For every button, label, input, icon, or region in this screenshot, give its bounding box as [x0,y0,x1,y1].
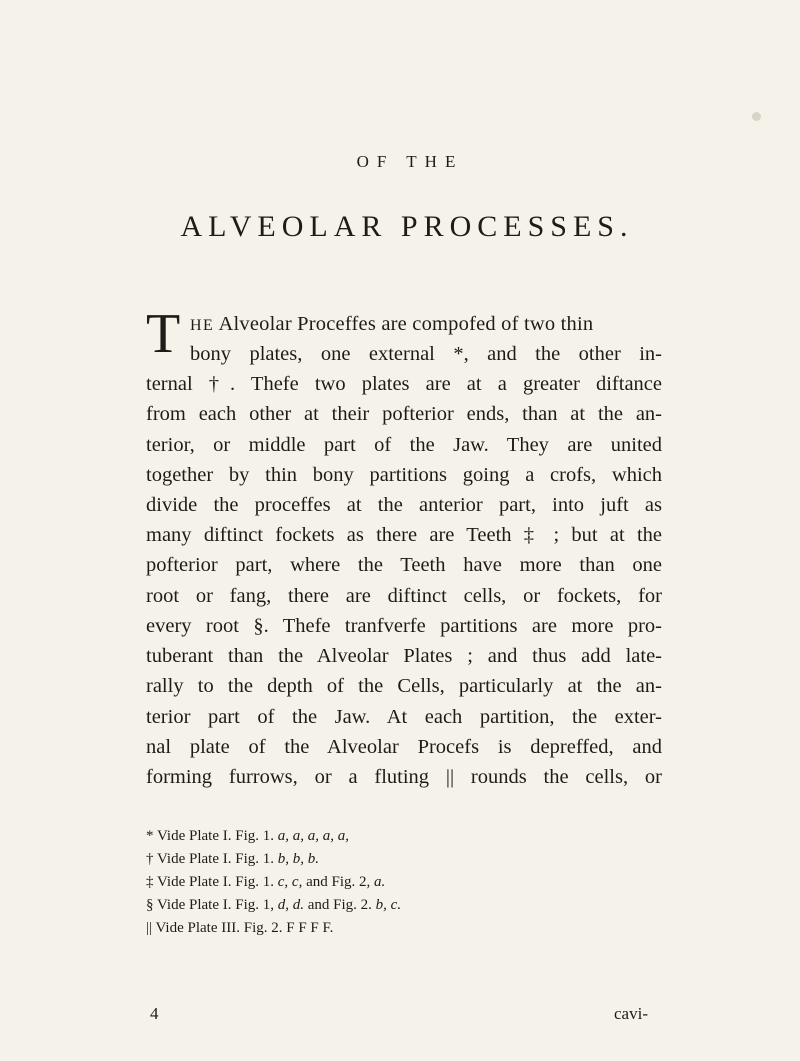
body-line-15: nal plate of the Alveolar Procefs is depreffed, and [146,736,662,758]
body-line-9: pofterior part, where the Teeth have more than one [146,554,662,576]
footnote-4 [146,896,401,914]
footnote-mark: * [146,828,154,844]
footnote-3 [146,873,385,891]
body-line-16: forming furrows, or a fluting || rounds the cells, or [146,766,662,788]
body-line-5: terior, or middle part of the Jaw. They are united [146,434,662,456]
footnote-text: Vide Plate I. Fig. 1. [156,874,278,890]
body-line-2: bony plates, one external *, and the other in- [190,343,662,365]
body-line-8: many diftinct fockets as there are Teeth ‡ ; but at the [146,524,662,546]
body-line-3: ternal †. Thefe two plates are at a greater diftance [146,373,662,395]
footnote-text: Vide Plate I. Fig. 1, [156,897,278,913]
body-line-14: terior part of the Jaw. At each partition, the exter- [146,706,662,728]
footnote-refs: b, b, b. [277,851,319,867]
footnote-text: Vide Plate III. Fig. 2. F F F F. [155,920,334,936]
footnote-mark: ‡ [146,874,154,890]
signature-mark: 4 [150,1004,159,1023]
footnote-text: Vide Plate I. Fig. 1. [156,851,278,867]
footnote-mark: || [146,920,153,936]
footnote-refs-2: b, c. [375,897,402,913]
body-line-10: root or fang, there are diftinct cells, or fockets, for [146,585,662,607]
first-line-text: Alveolar Proceffes are compofed of two thin [214,313,594,335]
body-line-7: divide the proceffes at the anterior part, into juft as [146,494,662,516]
footnote-refs: d, d. [277,897,304,913]
footnote-mark: § [146,897,154,913]
chapter-title: ALVEOLAR PROCESSES. [180,210,634,243]
body-line-6: together by thin bony partitions going a crofs, which [146,464,662,486]
body-line-12: tuberant than the Alveolar Plates ; and thus add late- [146,645,662,667]
body-line-13: rally to the depth of the Cells, particularly at the an- [146,675,662,697]
footnote-refs-2: a. [374,874,386,890]
footnote-2 [146,850,319,868]
heading-of-the: OF THE [356,152,464,171]
drop-cap: T [146,303,181,365]
footnote-1 [146,827,349,845]
footnote-text-2: and Fig. 2, [302,874,374,890]
catchword: cavi- [614,1004,648,1023]
body-line-4: from each other at their pofterior ends, than at the an- [146,403,662,425]
first-word-caps: HE [190,317,215,334]
footnote-5 [146,919,333,937]
footnote-refs: a, a, a, a, a, [277,828,349,844]
body-line-1 [190,312,593,338]
footnote-mark: † [146,851,154,867]
body-line-11: every root §. Thefe tranfverfe partitions are more pro- [146,615,662,637]
footnote-refs: c, c, [277,874,303,890]
ink-spot [752,112,761,121]
footnote-text-2: and Fig. 2. [304,897,376,913]
footnote-text: Vide Plate I. Fig. 1. [156,828,278,844]
